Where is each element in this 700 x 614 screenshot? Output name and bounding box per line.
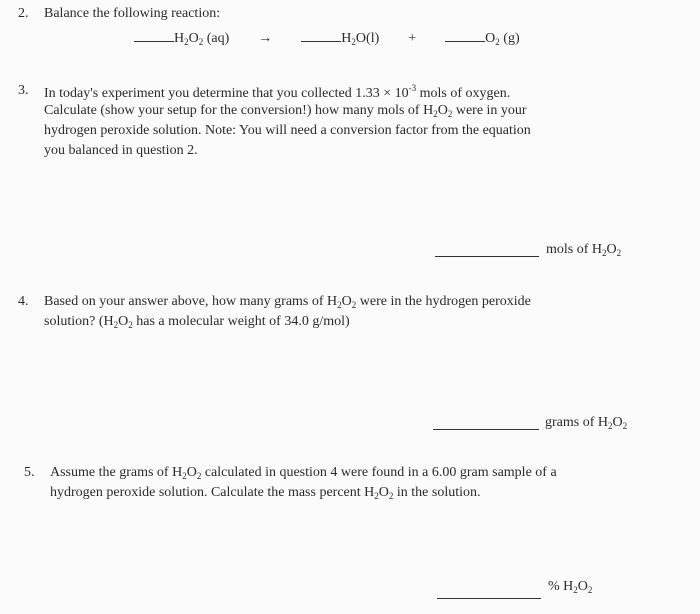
- question-5-line-2: hydrogen peroxide solution. Calculate the mass percent $H_2O_2$ in the solution.: [50, 485, 481, 501]
- plus-sign: +: [408, 31, 417, 46]
- question-3-line-4: you balanced in question 2.: [44, 143, 198, 158]
- question-3-line-2: Calculate (show your setup for the conversion!) how many mols of $H_2O_2$ were in your: [44, 103, 527, 119]
- question-3-answer-line[interactable]: [435, 256, 539, 257]
- question-3-number: 3.: [18, 83, 29, 98]
- question-5-answer-line[interactable]: [437, 598, 541, 599]
- question-3-answer-label: mols of $H_2O_2$: [546, 242, 622, 258]
- question-4-answer-line[interactable]: [433, 429, 539, 430]
- question-4-line-1: Based on your answer above, how many grams of $H_2O_2$ were in the hydrogen peroxide: [44, 294, 531, 310]
- question-4-line-2: solution? ($H_2O_2$ has a molecular weight of 34.0 g/mol): [44, 314, 350, 330]
- question-4-answer-label: grams of $H_2O_2$: [545, 415, 628, 431]
- question-3-line-3: hydrogen peroxide solution. Note: You will need a conversion factor from the equation: [44, 123, 531, 138]
- question-3-line-1: In today's experiment you determine that you collected $1.33 \times 10^{-3}$ mols of oxygen.: [44, 83, 511, 101]
- question-5-answer-label: % $H_2O_2$: [548, 579, 593, 595]
- question-5-line-1: Assume the grams of $H_2O_2$ calculated in question 4 were found in a 6.00 gram sample of a: [50, 465, 557, 481]
- question-4-number: 4.: [18, 294, 29, 309]
- question-5-number: 5.: [24, 465, 35, 480]
- reaction-arrow: →: [258, 31, 273, 46]
- question-2-prompt: Balance the following reaction:: [44, 6, 221, 21]
- question-2-equation: $H_2O_2$ $(aq) \to H_2O(l) + O_2$ (g): [134, 31, 520, 47]
- question-2-number: 2.: [18, 6, 29, 21]
- coefficient-blank-h2o[interactable]: [301, 40, 341, 42]
- coefficient-blank-h2o2[interactable]: [134, 40, 174, 42]
- coefficient-blank-o2[interactable]: [445, 40, 485, 42]
